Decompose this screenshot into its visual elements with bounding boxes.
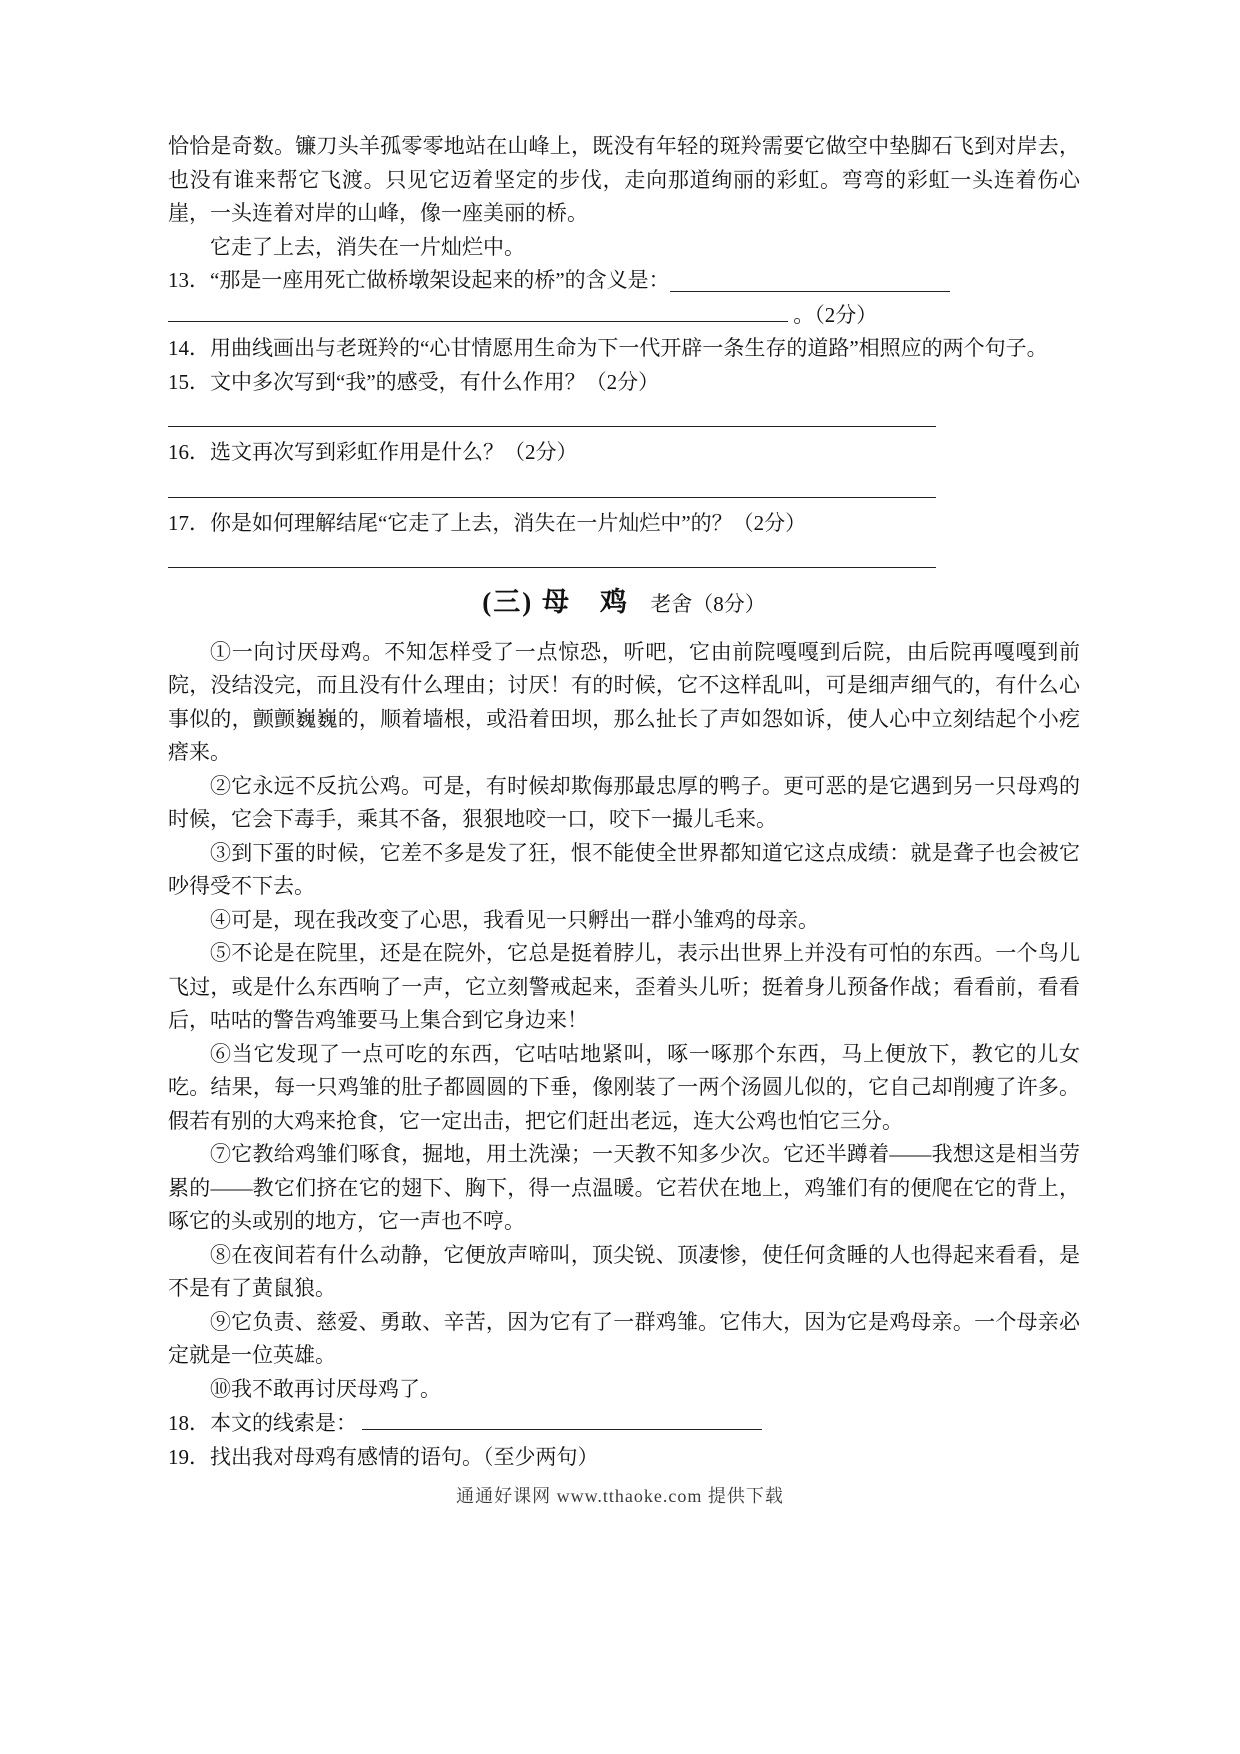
passage-paragraph-2: ②它永远不反抗公鸡。可是，有时候却欺侮那最忠厚的鸭子。更可恶的是它遇到另一只母鸡的时候，它会下毒手，乘其不备，狠狠地咬一口，咬下一撮儿毛来。 [168,773,1080,831]
question-17-text: 17．你是如何理解结尾“它走了上去，消失在一片灿烂中”的？（2分） [168,510,807,535]
question-13-continuation [168,298,1080,333]
answer-blank-15 [168,403,936,427]
passage-paragraph-4: ④可是，现在我改变了心思，我看见一只孵出一群小雏鸡的母亲。 [210,907,819,932]
question-14-text: 14．用曲线画出与老斑羚的“心甘情愿用生命为下一代开辟一条生存的道路”相照应的两个句子。 [168,336,1048,360]
question-13-text: 13．“那是一座用死亡做桥墩架设起来的桥”的含义是： [168,268,670,292]
answer-blank-13a [670,291,950,292]
question-19 [168,1441,1080,1475]
passage-paragraph-8: ⑧在夜间若有什么动静，它便放声啼叫，顶尖锐、顶凄惨，使任何贪睡的人也得起来看看，是不是有了黄鼠狼。 [168,1242,1080,1300]
question-18-text: 18．本文的线索是： [168,1411,357,1435]
question-15-text: 15．文中多次写到“我”的感受，有什么作用？（2分） [168,369,660,394]
question-17 [168,507,1080,541]
answer-blank-13b [168,298,788,322]
section-3-title [168,586,1080,622]
question-16-text: 16．选文再次写到彩虹作用是什么？（2分） [168,440,578,464]
question-16 [168,436,1080,470]
answer-blank-17 [168,544,936,568]
question-14 [168,332,1080,366]
answer-blank-18 [362,1406,762,1430]
passage-paragraph-6: ⑥当它发现了一点可吃的东西，它咕咕地紧叫，啄一啄那个东西，马上便放下，教它的儿女吃。结果，每一只鸡雏的肚子都圆圆的下垂，像刚装了一两个汤圆儿似的，它自己却削瘦了许多。假若有别的大鸡来抢食，它一定出击，把它们赶出老远，连大公鸡也怕它三分。 [168,1041,1080,1133]
answer-blank-17-row [168,544,1080,574]
passage-final-line: 它走了上去，消失在一片灿烂中。 [210,234,525,259]
answer-blank-16-row [168,474,1080,504]
passage-continuation-paragraph: 恰恰是奇数。镰刀头羊孤零零地站在山峰上，既没有年轻的斑羚需要它做空中垫脚石飞到对岸去，也没有谁来帮它飞渡。只见它迈着坚定的步伐，走向那道绚丽的彩虹。弯弯的彩虹一头连着伤心崖，一头连着对岸的山峰，像一座美丽的桥。 [168,134,1080,225]
passage-paragraph-7: ⑦它教给鸡雏们啄食，掘地，用土洗澡；一天教不知多少次。它还半蹲着——我想这是相当劳累的——教它们挤在它的翅下、胸下，得一点温暖。它若伏在地上，鸡雏们有的便爬在它的背上，啄它的头或别的地方，它一声也不哼。 [168,1142,1080,1233]
answer-blank-16 [168,474,936,498]
passage-paragraph-9: ⑨它负责、慈爱、勇敢、辛苦，因为它有了一群鸡雏。它伟大，因为它是鸡母亲。一个母亲必定就是一位英雄。 [168,1309,1080,1367]
question-15 [168,366,1080,400]
passage-paragraph-10: ⑩我不敢再讨厌母鸡了。 [210,1376,441,1401]
question-19-text: 19．找出我对母鸡有感情的语句。（至少两句） [168,1444,599,1469]
question-13-score: 。（2分） [793,302,878,327]
section-3-author-score: 老舍（8分） [650,592,766,616]
passage-paragraph-1: ①一向讨厌母鸡。不知怎样受了一点惊恐，听吧，它由前院嘎嘎到后院，由后院再嘎嘎到前院，没结没完，而且没有什么理由；讨厌！有的时候，它不这样乱叫，可是细声细气的，有什么心事似的，颤颤巍巍的，顺着墙根，或沿着田坝，那么扯长了声如怨如诉，使人心中立刻结起个小疙瘩来。 [168,639,1080,764]
passage-paragraph-5: ⑤不论是在院里，还是在院外，它总是挺着脖儿，表示出世界上并没有可怕的东西。一个鸟儿飞过，或是什么东西响了一声，它立刻警戒起来，歪着头儿听；挺着身儿预备作战；看看前，看看后，咕咕的警告鸡雏要马上集合到它身边来！ [168,941,1080,1032]
question-18 [168,1406,1080,1441]
answer-blank-15-row [168,403,1080,433]
passage-paragraph-3: ③到下蛋的时候，它差不多是发了狂，恨不能使全世界都知道它这点成绩：就是聋子也会被它吵得受不下去。 [168,840,1080,898]
page-content [168,130,1080,1474]
footer-text: 通通好课网 www.tthaoke.com 提供下载 [456,1486,784,1506]
section-3-title-text: (三) 母 鸡 [482,587,629,617]
question-13 [168,264,950,298]
